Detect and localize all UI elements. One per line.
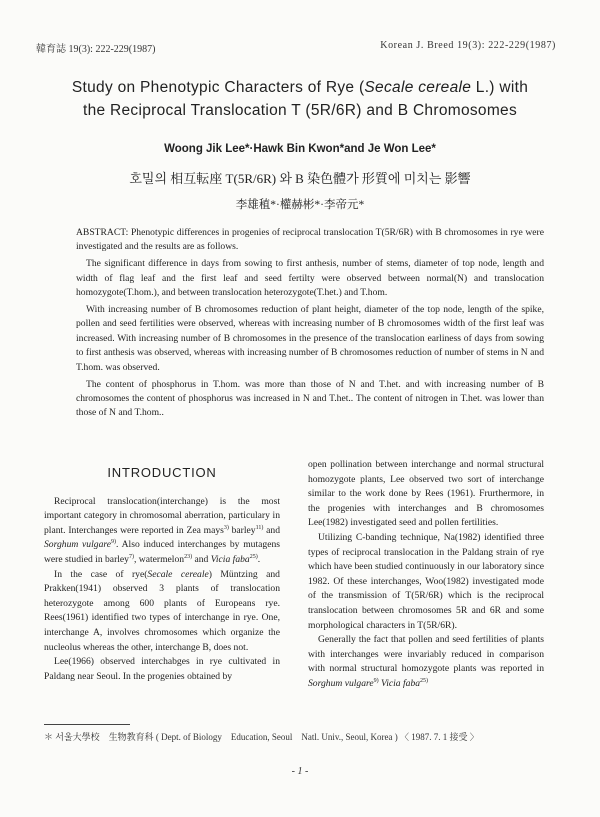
affiliation-footnote: ＊ 서울大學校 生物教育科 ( Dept. of Biology Education, Seoul Natl. Univ., Seoul, Korea ) 〈 1987. 7. 1 接受 〉: [44, 732, 479, 742]
species-name: Vicia faba: [210, 553, 250, 565]
abstract: [76, 226, 544, 423]
citation-ref: 23): [184, 553, 193, 560]
citation-ref: 9): [373, 677, 379, 684]
header-english-citation: Korean J. Breed 19(3): 222-229(1987): [380, 40, 556, 51]
paper-title: [60, 76, 540, 122]
citation-ref: 3): [223, 524, 229, 531]
body-paragraph: Utilizing C-banding technique, Na(1982) identified three types of reciprocal translocation in the Paldang strain of rye which have been studied continuously in our laboratory since 1982. Of these interchanges, Woo(1982) investigated mode of the transmission of T(5R/6R) which is the reciprocal translocation between chromosomes 5R and 6R and some morphological characters in T(5R/6R).: [308, 531, 544, 631]
species-name: Sorghum vulgare: [44, 539, 111, 551]
abstract-label: ABSTRACT:: [76, 227, 129, 238]
footnote-divider: [44, 724, 130, 725]
citation-ref: 11): [255, 524, 264, 531]
title-line-2: the Reciprocal Translocation T (5R/6R) and B Chromosomes: [82, 102, 518, 119]
species-name: Secale cereale: [147, 568, 209, 580]
species-name: Vicia faba: [381, 677, 421, 689]
title-species-name: Secale cereale: [364, 79, 472, 96]
section-heading-introduction: INTRODUCTION: [107, 465, 217, 480]
citation-ref: 25): [420, 677, 429, 684]
body-column-left: [44, 464, 280, 684]
body-paragraph: Generally the fact that pollen and seed fertilities of plants with interchanges were invariably reduced in comparison with normal structural homozygote plants was reported in Sorghum vulgare$^{9)}$ Vicia faba$^{25)}$: [308, 634, 544, 689]
abstract-paragraph: With increasing number of B chromosomes reduction of plant height, diameter of the top node, length of the spike, pollen and seed fertilities were observed, whereas with increasing number of B chromosomes width of the first leaf was increased. With increasing number of B chromosomes in the presence of the translocation earliness of days from sowing to first anthesis was observed, whereas with increasing number of B chromosomes reduction of number of stems in N and T.hom. was observed.: [76, 304, 544, 373]
abstract-paragraph: The content of phosphorus in T.hom. was more than those of N and T.het. and with increasing number of B chromosomes the content of phosphorus was increased in N and T.het.. The content of nitrogen in T.het. was lower than those of N and T.hom..: [76, 378, 544, 419]
running-header: [36, 40, 556, 54]
header-korean-citation: 韓育誌 19(3): 222-229(1987): [36, 44, 156, 55]
species-name: Sorghum vulgare: [308, 677, 374, 689]
korean-title: 호밀의 相互転座 T(5R/6R) 와 B 染色體가 形質에 미치는 影響: [129, 171, 471, 186]
title-line-1: Study on Phenotypic Characters of Rye (Secale cereale L.) with: [71, 79, 529, 96]
citation-ref: 7): [128, 553, 134, 560]
abstract-paragraph: The significant difference in days from sowing to first anthesis, number of stems, diameter of top node, length and width of flag leaf and the first leaf and seed fertilty were observed between normal(N) and translocation homozygote(T.hom.), and between translocation heterozygote(T.het.) and T.hom.: [76, 258, 544, 299]
citation-ref: 9): [111, 539, 116, 546]
abstract-paragraph: ABSTRACT: Phenotypic differences in progenies of reciprocal translocation T(5R/6R) with B chromosomes in rye were investigated and the results are as follows.: [76, 227, 544, 253]
page-number: - 1 -: [291, 766, 309, 777]
body-paragraph: Reciprocal translocation(interchange) is the most important category in chromosomal aberration, particulary in plant. Interchanges were reported in Zea mays$^{3)}$ barley$^{11)}$ and Sorghum vulgare$^{9)}$. Also induced interchanges by mutagens were studied in barley$^{7)}$, watermelon$^{23)}$ and Vicia faba$^{25)}$.: [44, 495, 280, 565]
citation-ref: 25): [249, 553, 258, 560]
body-column-right: [308, 458, 544, 692]
author-list: Woong Jik Lee*·Hawk Bin Kwon*and Je Won Lee*: [164, 143, 436, 155]
body-paragraph: open pollination between interchange and normal structural homozygote plants, Lee observed two sort of interchange similar to the work done by Rees (1961). Frurthermore, in the progenies with interchanges and B chromosomes Lee(1982) investigated seed and pollen fertilities.: [308, 459, 544, 529]
korean-author-list: 李雄稙*·權赫彬*·李帝元*: [235, 199, 365, 211]
body-paragraph: In the case of rye(Secale cereale) Müntzing and Prakken(1941) observed 3 plants of translocation heterozygote among 600 plants of Europeans rye. Rees(1961) identified two types of interchange in rye. One, interchange A, involves chromosomes which organize the nucleolus whereas the other, interchange B, does not.: [44, 568, 280, 653]
body-paragraph: Lee(1966) observed interchabges in rye cultivated in Paldang near Seoul. In the progenies obtained by: [44, 656, 280, 682]
